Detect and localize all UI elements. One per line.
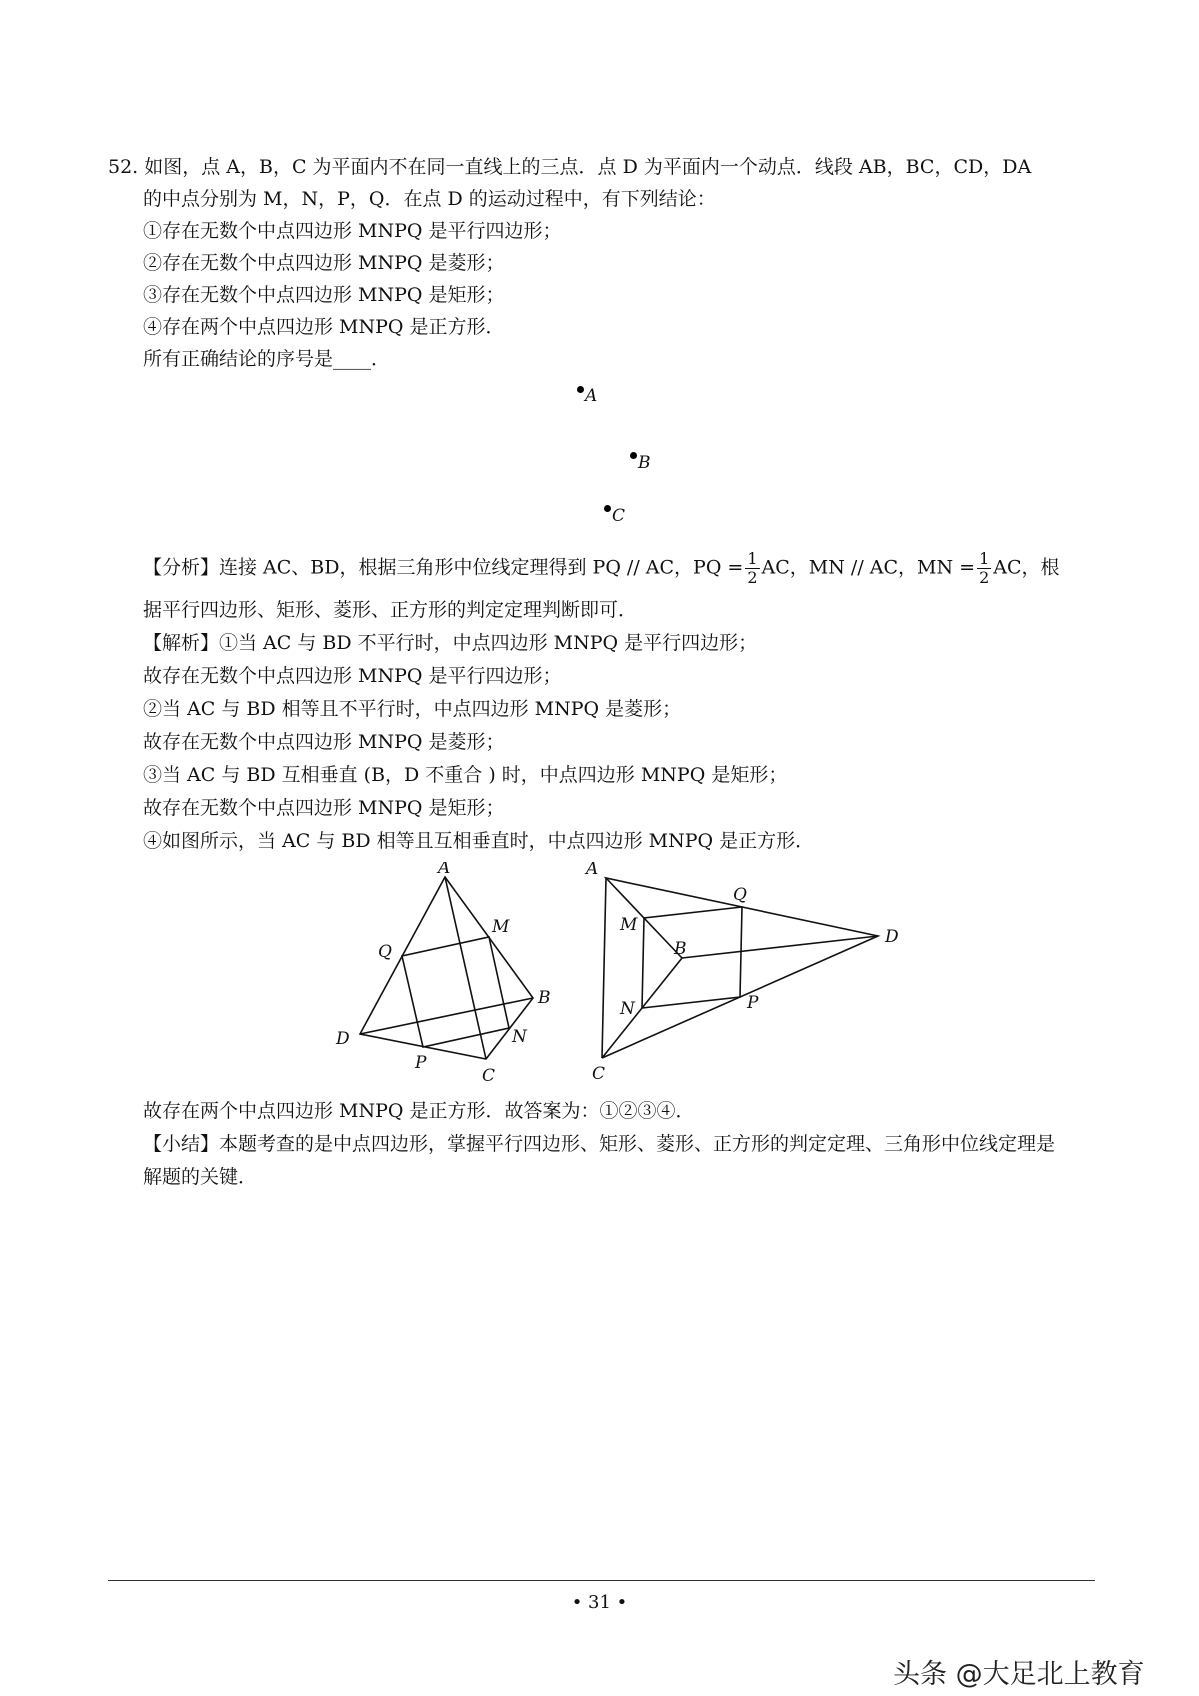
fig2-label-c: C [592, 1064, 606, 1084]
problem-line-2: 的中点分别为 M，N，P，Q．在点 D 的运动过程中，有下列结论： [143, 188, 716, 210]
analysis-line-2: 据平行四边形、矩形、菱形、正方形的判定定理判断即可． [143, 599, 638, 621]
figure-square-1 [320, 862, 580, 1092]
point-c-label: C [612, 506, 626, 526]
fraction-denominator: 2 [747, 568, 758, 587]
analysis-text-a: 【分析】连接 AC、BD，根据三角形中位线定理得到 PQ // AC，PQ = [143, 556, 744, 579]
fig1-label-d: D [336, 1029, 350, 1049]
point-c-dot [604, 505, 611, 512]
solution-line-7: ④如图所示，当 AC 与 BD 相等且互相垂直时，中点四边形 MNPQ 是正方形． [143, 830, 815, 852]
figure-square-2 [580, 862, 920, 1092]
summary-line-2: 解题的关键． [143, 1166, 258, 1188]
summary-line-1: 【小结】本题考查的是中点四边形，掌握平行四边形、矩形、菱形、正方形的判定定理、三角形中位线定理是 [143, 1133, 1056, 1155]
point-a-dot [577, 386, 584, 393]
fraction-numerator: 1 [747, 549, 758, 568]
analysis-text-c: AC，根 [993, 556, 1060, 579]
fig1-label-p: P [415, 1053, 427, 1073]
point-b-dot [630, 452, 637, 459]
solution-line-4: 故存在无数个中点四边形 MNPQ 是菱形； [143, 731, 505, 753]
conclusion-1: ①存在无数个中点四边形 MNPQ 是平行四边形； [143, 220, 562, 242]
solution-line-2: 故存在无数个中点四边形 MNPQ 是平行四边形； [143, 665, 562, 687]
solution-line-8: 故存在两个中点四边形 MNPQ 是正方形．故答案为：①②③④． [143, 1100, 695, 1122]
fig2-label-b: B [674, 939, 687, 959]
fig1-label-a: A [438, 862, 451, 878]
fig2-label-a: A [586, 862, 599, 879]
fig2-label-n: N [620, 999, 635, 1019]
fig2-label-m: M [620, 915, 638, 935]
problem-line-1: 52. 如图，点 A，B，C 为平面内不在同一直线上的三点．点 D 为平面内一个动点．线段 AB，BC，CD，DA [108, 156, 1032, 178]
footer-divider [108, 1580, 1095, 1581]
fig1-label-c: C [482, 1066, 496, 1086]
fig2-label-q: Q [733, 885, 747, 905]
analysis-text-b: AC，MN // AC，MN = [761, 556, 976, 579]
fig1-label-q: Q [378, 942, 392, 962]
fraction-numerator: 1 [979, 549, 990, 568]
solution-line-5: ③当 AC 与 BD 互相垂直 (B，D 不重合 ) 时，中点四边形 MNPQ 是矩形； [143, 764, 788, 786]
conclusion-3: ③存在无数个中点四边形 MNPQ 是矩形； [143, 284, 505, 306]
question-ask: 所有正确结论的序号是____． [143, 348, 391, 370]
fraction-half-1 [745, 550, 759, 587]
page-number: • 31 • [571, 1592, 628, 1613]
fig1-label-m: M [492, 917, 510, 937]
diagonal-ac [602, 878, 606, 1058]
solution-line-3: ②当 AC 与 BD 相等且不平行时，中点四边形 MNPQ 是菱形； [143, 698, 682, 720]
conclusion-2: ②存在无数个中点四边形 MNPQ 是菱形； [143, 252, 505, 274]
diagonal-bd [682, 936, 878, 958]
quad-abcd [360, 877, 533, 1059]
fig2-label-p: P [747, 993, 759, 1013]
analysis-line-1 [143, 550, 1060, 587]
fig2-label-d: D [885, 927, 899, 947]
conclusion-4: ④存在两个中点四边形 MNPQ 是正方形． [143, 316, 505, 338]
quad-mnpq [402, 937, 509, 1047]
fig1-label-b: B [538, 988, 551, 1008]
solution-line-1: 【解析】①当 AC 与 BD 不平行时，中点四边形 MNPQ 是平行四边形； [143, 632, 758, 654]
fraction-denominator: 2 [979, 568, 990, 587]
watermark: 头条 @大足北上教育 [893, 1659, 1145, 1690]
fraction-half-2 [977, 550, 991, 587]
point-a-label: A [585, 386, 598, 406]
solution-line-6: 故存在无数个中点四边形 MNPQ 是矩形； [143, 797, 505, 819]
fig1-label-n: N [512, 1027, 527, 1047]
point-b-label: B [638, 453, 651, 473]
